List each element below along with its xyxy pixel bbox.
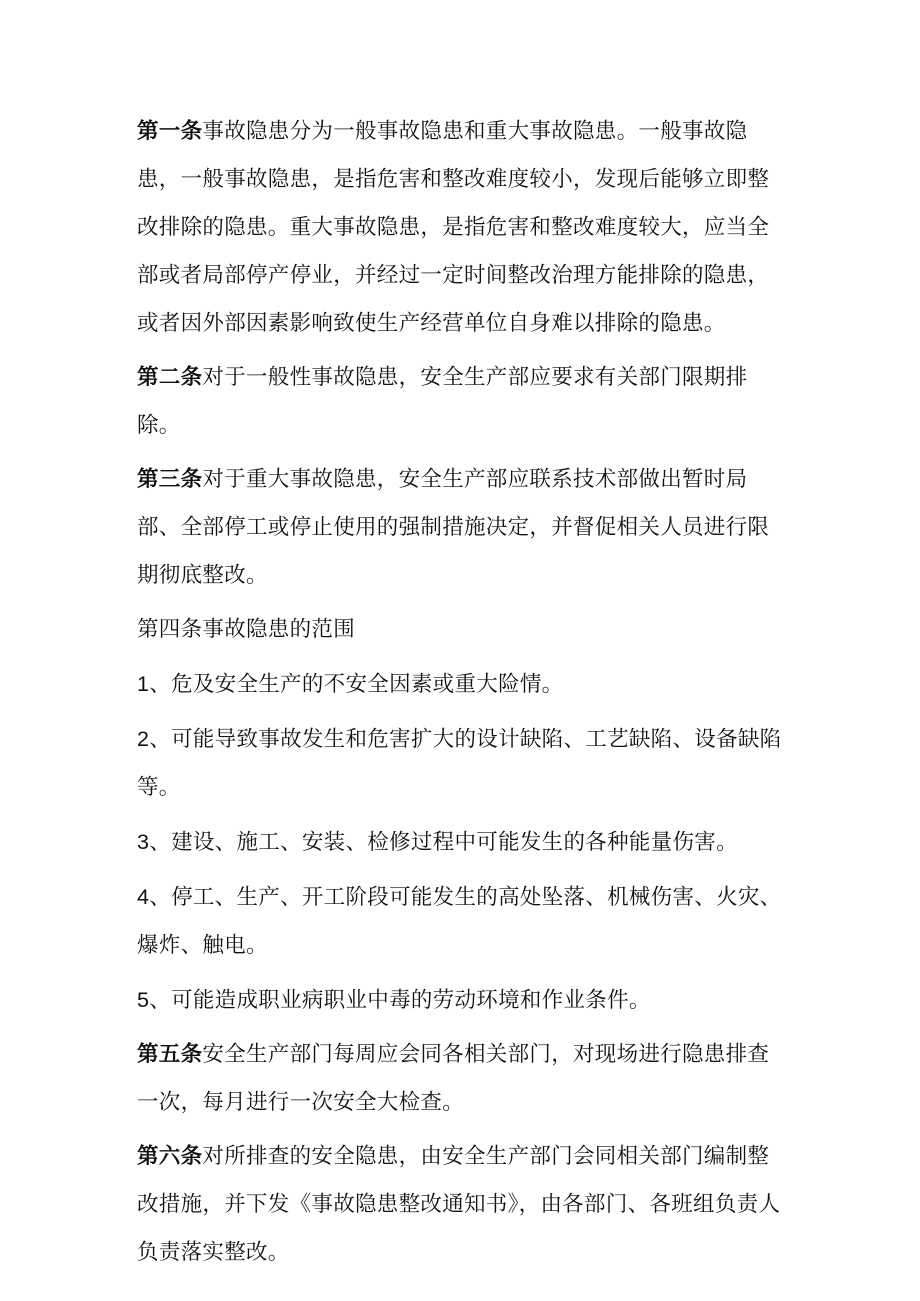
scope-item-text: 可能造成职业病职业中毒的劳动环境和作业条件。 bbox=[171, 988, 651, 1013]
article-4-label: 第四条 bbox=[137, 617, 203, 642]
scope-item-separator: 、 bbox=[149, 727, 172, 752]
scope-item-3 bbox=[137, 818, 787, 867]
scope-item-text: 危及安全生产的不安全因素或重大险情。 bbox=[171, 672, 564, 697]
scope-item-separator: 、 bbox=[149, 885, 172, 910]
scope-item-separator: 、 bbox=[149, 672, 172, 697]
document-page bbox=[137, 108, 787, 1283]
article-2-text: 对于一般性事故隐患，安全生产部应要求有关部门限期排除。 bbox=[137, 365, 748, 438]
scope-item-number: 2 bbox=[137, 727, 150, 751]
scope-item-number: 3 bbox=[137, 830, 150, 854]
article-5 bbox=[137, 1031, 787, 1127]
article-6-text: 对所排查的安全隐患，由安全生产部门会同相关部门编制整改措施，并下发《事故隐患整改通知书》，由各部门、各班组负责人负责落实整改。 bbox=[137, 1144, 781, 1265]
article-3 bbox=[137, 456, 787, 600]
scope-item-text: 建设、施工、安装、检修过程中可能发生的各种能量伤害。 bbox=[171, 830, 738, 855]
article-6 bbox=[137, 1133, 787, 1277]
scope-item-2 bbox=[137, 715, 787, 812]
article-3-label: 第三条 bbox=[137, 467, 203, 492]
scope-item-4 bbox=[137, 873, 787, 970]
article-2 bbox=[137, 354, 787, 450]
article-4 bbox=[137, 606, 787, 654]
article-4-text: 事故隐患的范围 bbox=[202, 617, 356, 642]
article-5-text: 安全生产部门每周应会同各相关部门，对现场进行隐患排查一次，每月进行一次安全大检查。 bbox=[137, 1042, 770, 1115]
scope-item-5 bbox=[137, 976, 787, 1025]
article-1-label: 第一条 bbox=[137, 119, 203, 144]
scope-item-text: 可能导致事故发生和危害扩大的设计缺陷、工艺缺陷、设备缺陷等。 bbox=[137, 727, 782, 800]
scope-item-text: 停工、生产、开工阶段可能发生的高处坠落、机械伤害、火灾、爆炸、触电。 bbox=[137, 885, 782, 958]
scope-item-number: 1 bbox=[137, 672, 150, 696]
scope-item-number: 5 bbox=[137, 988, 150, 1012]
scope-item-number: 4 bbox=[137, 885, 150, 909]
article-5-label: 第五条 bbox=[137, 1042, 203, 1067]
scope-item-separator: 、 bbox=[149, 988, 172, 1013]
article-2-label: 第二条 bbox=[137, 365, 203, 390]
scope-item-separator: 、 bbox=[149, 830, 172, 855]
article-1-text: 事故隐患分为一般事故隐患和重大事故隐患。一般事故隐患，一般事故隐患，是指危害和整改难度较小，发现后能够立即整改排除的隐患。重大事故隐患，是指危害和整改难度较大，应当全部或者局部停产停业，并经过一定时间整改治理方能排除的隐患，或者因外部因素影响致使生产经营单位自身难以排除的隐患。 bbox=[137, 119, 770, 336]
article-6-label: 第六条 bbox=[137, 1144, 203, 1169]
scope-item-1 bbox=[137, 660, 787, 709]
article-3-text: 对于重大事故隐患，安全生产部应联系技术部做出暂时局部、全部停工或停止使用的强制措施决定，并督促相关人员进行限期彻底整改。 bbox=[137, 467, 770, 588]
article-1 bbox=[137, 108, 787, 348]
